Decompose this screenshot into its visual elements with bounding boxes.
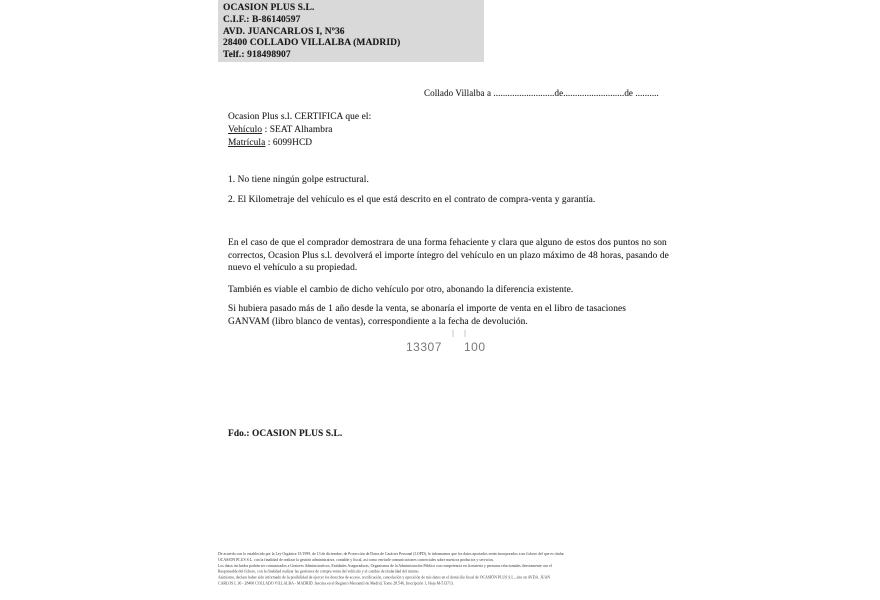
date-line: Collado Villalba a ..........................de..........................de ..........: [424, 88, 659, 98]
company-city: 28400 COLLADO VILLALBA (MADRID): [223, 38, 401, 49]
paragraph-refund: En el caso de que el comprador demostrara de una forma fehaciente y clara que alguno de estos dos puntos no son correctos, Ocasion Plus s.l. devolverá el importe íntegro del vehículo en un plazo máximo de 48 horas, pasando de nuevo el vehículo a su propiedad.: [228, 238, 669, 274]
legal-notice: [218, 551, 664, 586]
company-address: AVD. JUANCARLOS I, Nº36: [223, 26, 345, 37]
statement-structural: 1. No tiene ningún golpe estructural.: [228, 175, 369, 185]
legal-line: De acuerdo con lo establecido por la Ley Orgánica 15/1999, de 13 de diciembre, de Protección de Datos de Carácter Personal (LOPD), le informamos que los datos aportados serán incorporados a un fichero del que es titular: [218, 551, 564, 556]
signature-line: Fdo.: OCASION PLUS S.L.: [228, 429, 343, 439]
legal-line: Responsable del fichero, con la finalidad realizar las gestiones de compra venta del vehículo y el cambio de titularidad del mismo.: [218, 569, 420, 574]
overlay-number-2: 100: [464, 340, 486, 354]
vehicle-value: : SEAT Alhambra: [262, 125, 333, 135]
legal-line: Asimismo, declaro haber sido informado de la posibilidad de ejercer los derechos de acceso, rectificación, cancelación y oposición de mis datos en el domicilio fiscal de OCASIÓN PLUS S.L., sito en AVDA. JUAN: [218, 574, 551, 580]
company-name: OCASION PLUS S.L.: [223, 3, 315, 13]
legal-line: OCASION PLUS S.L. con la finalidad de realizar la gestión administrativa, contable y fiscal, así como enviarle comunicaciones comerciales sobre nuestros productos y servicios.: [218, 557, 494, 562]
plate-value: : 6099HCD: [265, 138, 313, 148]
company-header-box: [218, 0, 484, 62]
scan-artifact-tick: [464, 330, 466, 337]
legal-line: Los datos incluidos podrán ser comunicados a Gestores Administrativos, Entidades Aseguradoras, Organismos de la Administración Pública con competencia en la materia y personas relacionadas directamente con el: [218, 563, 552, 568]
scan-artifact-tick: [452, 330, 454, 337]
company-cif: C.I.F.: B-86140597: [223, 14, 301, 25]
vehicle-line: [228, 125, 333, 135]
plate-label: Matrícula: [228, 138, 266, 148]
certification-intro: Ocasion Plus s.l. CERTIFICA que el:: [228, 112, 372, 122]
company-phone: Telf.: 918498907: [223, 50, 291, 61]
statement-mileage: 2. El Kilometraje del vehículo es el que está descrito en el contrato de compra-venta y garantía.: [228, 195, 596, 205]
vehicle-label: Vehículo: [228, 125, 263, 135]
paragraph-exchange: También es viable el cambio de dicho vehículo por otro, abonando la diferencia existente.: [228, 285, 574, 295]
plate-line: [228, 138, 312, 148]
legal-line: CARLOS I, 36 - 28400 COLLADO VILLALBA - MADRID. Inscrita en el Registro Mercantil de Madrid, Tomo 28.546, Inscripción 1, Hoja M-513713.: [218, 580, 454, 586]
overlay-number-1: 13307: [406, 340, 442, 354]
paragraph-ganvam: Si hubiera pasado más de 1 año desde la venta, se abonaría el importe de venta en el libro de tasaciones GANVAM (libro blanco de ventas), correspondiente a la fecha de devolución.: [228, 304, 627, 327]
